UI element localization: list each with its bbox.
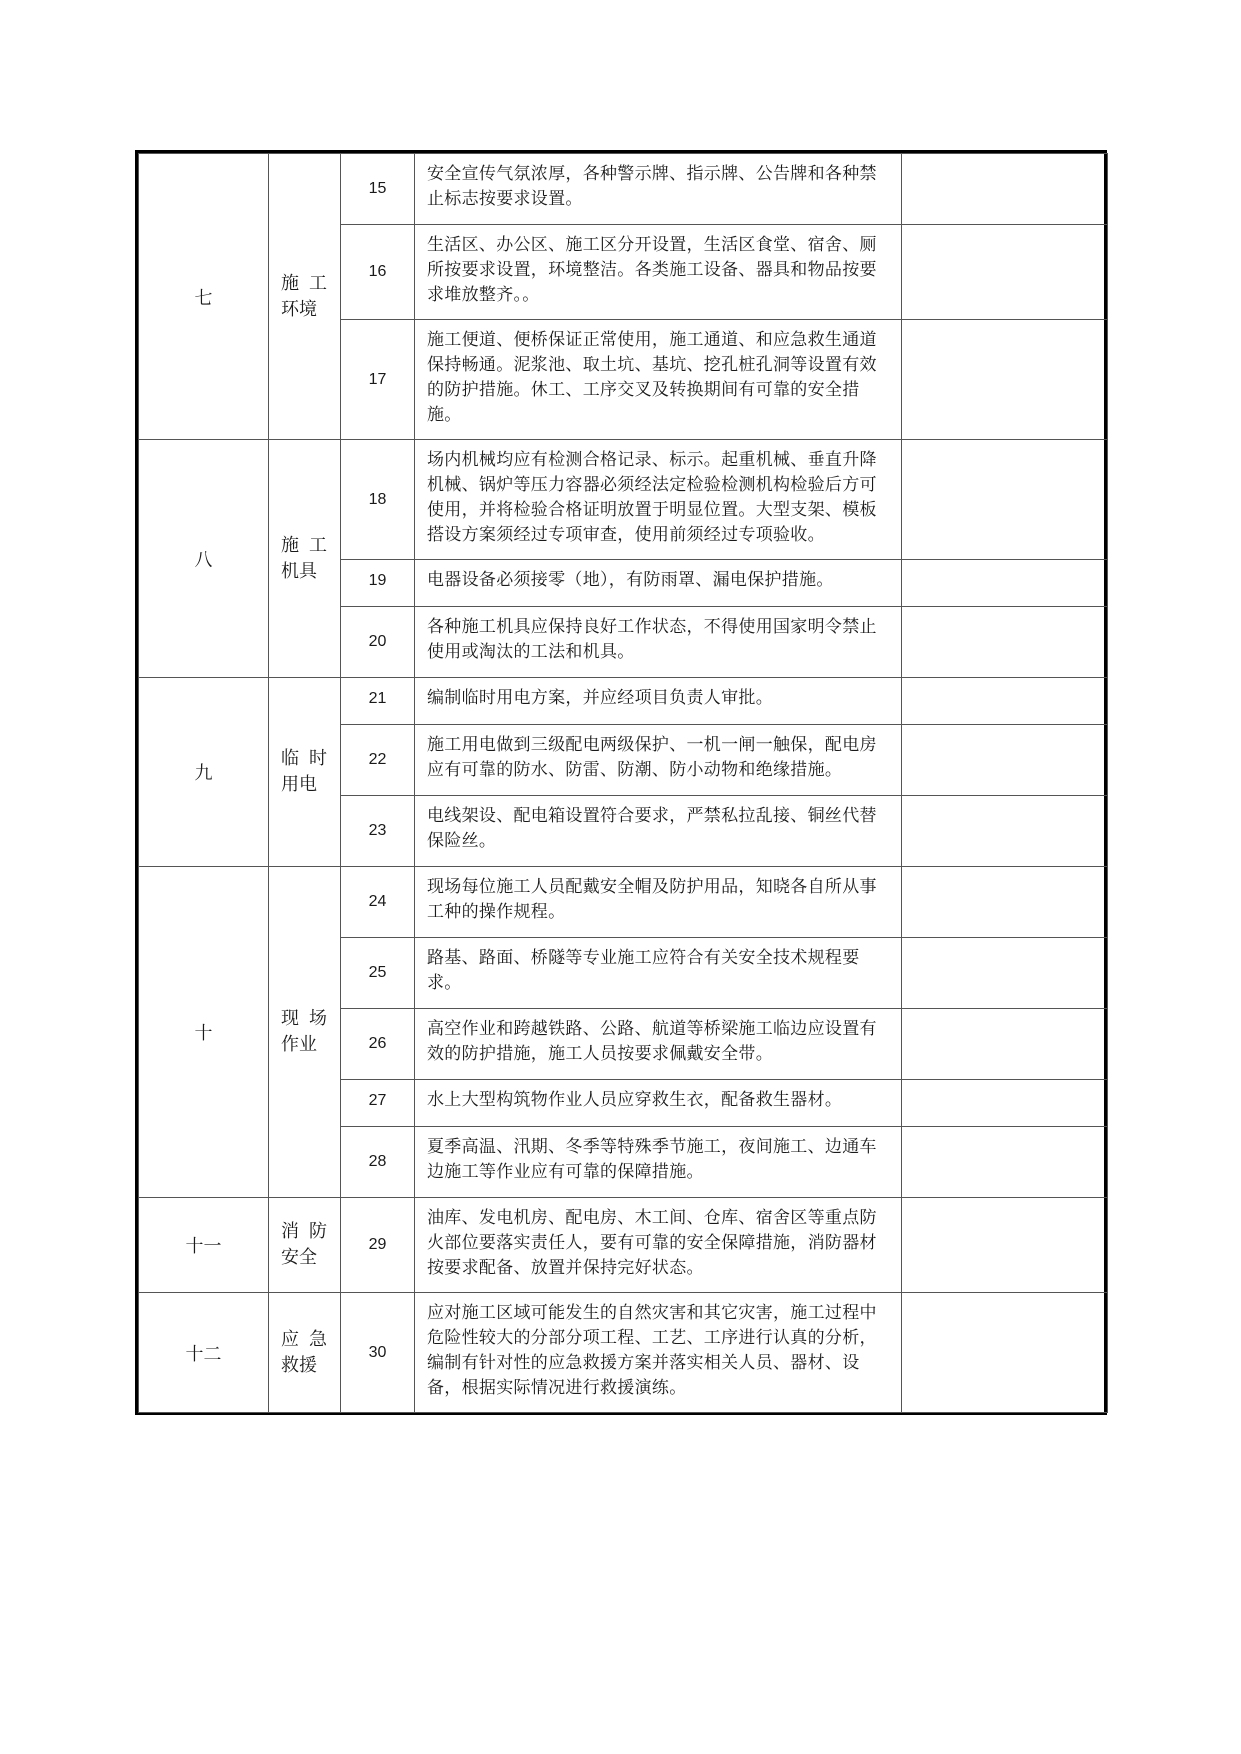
item-number: 16 bbox=[341, 225, 415, 320]
check-result-cell[interactable] bbox=[902, 320, 1108, 440]
item-requirement: 电线架设、配电箱设置符合要求，严禁私拉乱接、铜丝代替保险丝。 bbox=[415, 796, 902, 867]
item-requirement: 场内机械均应有检测合格记录、标示。起重机械、垂直升降机械、锅炉等压力容器必须经法定检验检测机构检验后方可使用，并将检验合格证明放置于明显位置。大型支架、模板搭设方案须经过专项审查，使用前须经过专项验收。 bbox=[415, 440, 902, 560]
checklist-table bbox=[138, 153, 1108, 1413]
item-number: 17 bbox=[341, 320, 415, 440]
table-row bbox=[139, 440, 1108, 560]
section-name-line1 bbox=[281, 746, 327, 772]
section-name bbox=[269, 440, 341, 678]
section-name-line1 bbox=[281, 1006, 327, 1032]
item-requirement: 应对施工区域可能发生的自然灾害和其它灾害，施工过程中危险性较大的分部分项工程、工艺、工序进行认真的分析，编制有针对性的应急救援方案并落实相关人员、器材、设备，根据实际情况进行救援演练。 bbox=[415, 1293, 902, 1413]
item-number: 21 bbox=[341, 678, 415, 725]
check-result-cell[interactable] bbox=[902, 796, 1108, 867]
section-name-char: 应 bbox=[281, 1328, 299, 1350]
section-name-char: 时 bbox=[309, 748, 327, 769]
section-name-char: 防 bbox=[309, 1221, 327, 1242]
section-name bbox=[269, 1198, 341, 1293]
item-requirement: 各种施工机具应保持良好工作状态，不得使用国家明令禁止使用或淘汰的工法和机具。 bbox=[415, 607, 902, 678]
checklist-body bbox=[139, 154, 1108, 1413]
item-number: 23 bbox=[341, 796, 415, 867]
item-requirement: 夏季高温、汛期、冬季等特殊季节施工，夜间施工、边通车边施工等作业应有可靠的保障措施。 bbox=[415, 1127, 902, 1198]
section-number: 八 bbox=[139, 440, 269, 678]
section-name-char: 工 bbox=[309, 272, 327, 294]
check-result-cell[interactable] bbox=[902, 1293, 1108, 1413]
section-name bbox=[269, 154, 341, 440]
section-name-line2: 用电 bbox=[281, 774, 317, 795]
check-result-cell[interactable] bbox=[902, 560, 1108, 607]
item-number: 27 bbox=[341, 1080, 415, 1127]
check-result-cell[interactable] bbox=[902, 1127, 1108, 1198]
section-number: 十 bbox=[139, 867, 269, 1198]
item-number: 20 bbox=[341, 607, 415, 678]
item-number: 29 bbox=[341, 1198, 415, 1293]
item-requirement: 路基、路面、桥隧等专业施工应符合有关安全技术规程要求。 bbox=[415, 938, 902, 1009]
section-name bbox=[269, 1293, 341, 1413]
item-requirement: 油库、发电机房、配电房、木工间、仓库、宿舍区等重点防火部位要落实责任人，要有可靠的安全保障措施，消防器材按要求配备、放置并保持完好状态。 bbox=[415, 1198, 902, 1293]
item-requirement: 编制临时用电方案，并应经项目负责人审批。 bbox=[415, 678, 902, 725]
section-name-line2: 机具 bbox=[281, 560, 317, 582]
item-number: 19 bbox=[341, 560, 415, 607]
item-number: 24 bbox=[341, 867, 415, 938]
section-name-char: 急 bbox=[309, 1328, 327, 1350]
item-requirement: 电器设备必须接零（地），有防雨罩、漏电保护措施。 bbox=[415, 560, 902, 607]
item-requirement: 施工便道、便桥保证正常使用，施工通道、和应急救生通道保持畅通。泥浆池、取土坑、基坑、挖孔桩孔洞等设置有效的防护措施。休工、工序交叉及转换期间有可靠的安全措施。 bbox=[415, 320, 902, 440]
item-number: 30 bbox=[341, 1293, 415, 1413]
section-number: 九 bbox=[139, 678, 269, 867]
check-result-cell[interactable] bbox=[902, 1198, 1108, 1293]
section-name-char: 场 bbox=[309, 1008, 327, 1029]
item-number: 22 bbox=[341, 725, 415, 796]
section-name-char: 施 bbox=[281, 534, 299, 556]
item-number: 26 bbox=[341, 1009, 415, 1080]
check-result-cell[interactable] bbox=[902, 154, 1108, 225]
check-result-cell[interactable] bbox=[902, 1009, 1108, 1080]
section-number: 十二 bbox=[139, 1293, 269, 1413]
item-number: 25 bbox=[341, 938, 415, 1009]
item-requirement: 高空作业和跨越铁路、公路、航道等桥梁施工临边应设置有效的防护措施，施工人员按要求佩戴安全带。 bbox=[415, 1009, 902, 1080]
section-name-line1 bbox=[281, 1219, 327, 1245]
check-result-cell[interactable] bbox=[902, 440, 1108, 560]
section-name-line2: 救援 bbox=[281, 1354, 317, 1376]
table-row bbox=[139, 1198, 1108, 1293]
check-result-cell[interactable] bbox=[902, 678, 1108, 725]
item-number: 28 bbox=[341, 1127, 415, 1198]
check-result-cell[interactable] bbox=[902, 1080, 1108, 1127]
section-name-char: 消 bbox=[281, 1221, 299, 1242]
section-name bbox=[269, 678, 341, 867]
section-name-char: 工 bbox=[309, 534, 327, 556]
check-result-cell[interactable] bbox=[902, 607, 1108, 678]
table-row bbox=[139, 678, 1108, 725]
item-requirement: 施工用电做到三级配电两级保护、一机一闸一触保，配电房应有可靠的防水、防雷、防潮、防小动物和绝缘措施。 bbox=[415, 725, 902, 796]
section-name-char: 施 bbox=[281, 272, 299, 294]
check-result-cell[interactable] bbox=[902, 725, 1108, 796]
section-name-char: 临 bbox=[281, 748, 299, 769]
section-name-line1 bbox=[281, 1327, 327, 1353]
section-name bbox=[269, 867, 341, 1198]
check-result-cell[interactable] bbox=[902, 867, 1108, 938]
section-name-line2: 作业 bbox=[281, 1034, 317, 1055]
item-number: 18 bbox=[341, 440, 415, 560]
section-name-line2: 安全 bbox=[281, 1247, 317, 1268]
table-row bbox=[139, 154, 1108, 225]
section-name-char: 现 bbox=[281, 1008, 299, 1029]
item-requirement: 现场每位施工人员配戴安全帽及防护用品，知晓各自所从事工种的操作规程。 bbox=[415, 867, 902, 938]
item-requirement: 水上大型构筑物作业人员应穿救生衣，配备救生器材。 bbox=[415, 1080, 902, 1127]
section-number: 十一 bbox=[139, 1198, 269, 1293]
check-result-cell[interactable] bbox=[902, 938, 1108, 1009]
section-name-line1 bbox=[281, 533, 327, 559]
safety-checklist-table bbox=[135, 150, 1107, 1415]
section-name-line2: 环境 bbox=[281, 298, 317, 320]
item-requirement: 安全宣传气氛浓厚，各种警示牌、指示牌、公告牌和各种禁止标志按要求设置。 bbox=[415, 154, 902, 225]
section-name-line1 bbox=[281, 271, 327, 297]
table-row bbox=[139, 867, 1108, 938]
item-requirement: 生活区、办公区、施工区分开设置，生活区食堂、宿舍、厕所按要求设置，环境整洁。各类施工设备、器具和物品按要求堆放整齐。。 bbox=[415, 225, 902, 320]
check-result-cell[interactable] bbox=[902, 225, 1108, 320]
section-number: 七 bbox=[139, 154, 269, 440]
table-row bbox=[139, 1293, 1108, 1413]
item-number: 15 bbox=[341, 154, 415, 225]
